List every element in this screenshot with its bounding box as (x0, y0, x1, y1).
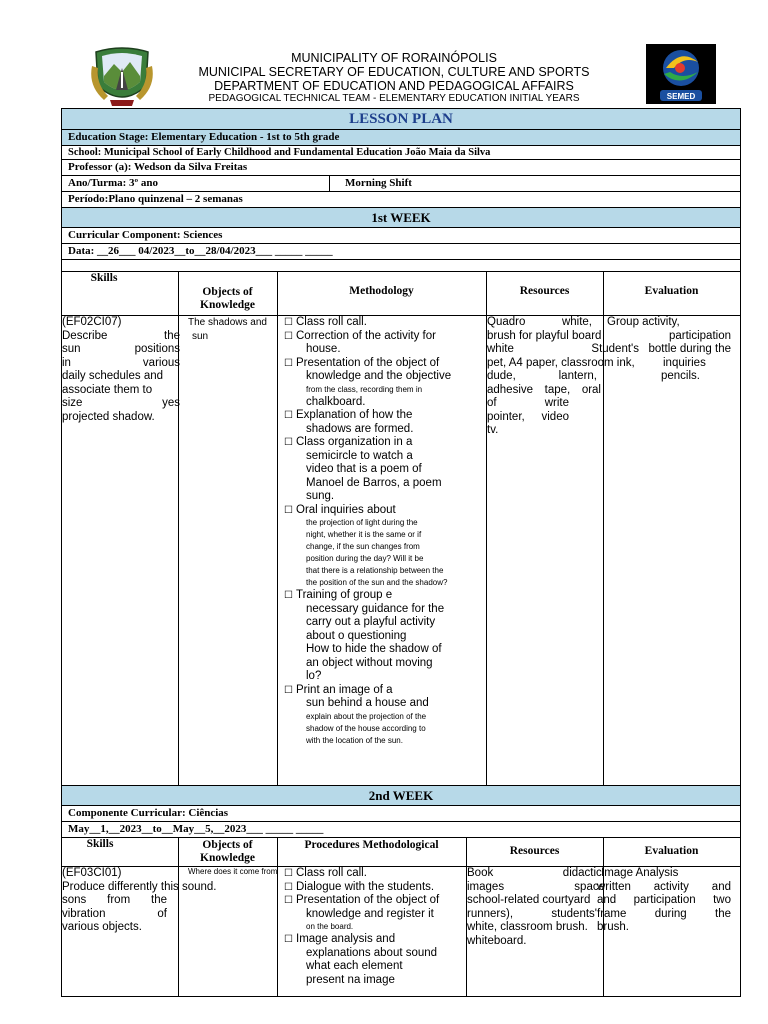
methodology-continuation: house. (306, 343, 341, 355)
week1-dates: Data: __26___ 04/2023__to__28/04/2023___ _____ _____ (62, 244, 740, 260)
class-year: Ano/Turma: 3º ano (68, 177, 159, 189)
resource-line: whiteboard. (467, 934, 527, 947)
col-skills: Skills (90, 272, 118, 284)
col-resources: Resources (509, 845, 560, 857)
evaluation-line: written activity and (597, 880, 731, 893)
header-department: DEPARTMENT OF EDUCATION AND PEDAGOGICAL AFFAIRS (214, 79, 574, 93)
methodology-item (278, 409, 479, 423)
methodology-item (278, 933, 457, 947)
object-line: The shadows and (188, 317, 267, 328)
checkbox-bullet-icon: ☐ (284, 357, 293, 369)
methodology-continuation: Manoel de Barros, a poem (306, 476, 442, 489)
week1-body-row (62, 316, 740, 786)
professor-name: Professor (a): Wedson da Silva Freitas (62, 160, 740, 176)
checkbox-bullet-icon: ☐ (284, 895, 293, 906)
skill-line: vibration of (62, 907, 167, 920)
week2-procedures-cell (278, 867, 465, 996)
methodology-text: Presentation of the object of (296, 356, 440, 369)
methodology-continuation: the projection of light during the (306, 518, 418, 527)
methodology-text: Oral inquiries about (296, 503, 396, 516)
week1-objects-cell (188, 316, 280, 785)
skill-line: sons from the (62, 894, 167, 906)
header-secretary: MUNICIPAL SECRETARY OF EDUCATION, CULTURE AND SPORTS (198, 65, 590, 79)
methodology-text: Dialogue with the students. (296, 880, 435, 893)
skill-line: associate them to (62, 383, 153, 396)
week2-objects-cell (188, 867, 284, 996)
methodology-continuation: semicircle to watch a (306, 449, 413, 462)
methodology-text: Image analysis and (296, 933, 396, 945)
methodology-continuation: explanations about sound (306, 946, 438, 959)
col-objects: Objects of Knowledge (200, 286, 255, 311)
resource-line: school-related courtyard (467, 894, 591, 906)
skill-line: size yes (62, 397, 180, 409)
methodology-text: Presentation of the object of (296, 894, 440, 906)
methodology-continuation: present na image (306, 973, 395, 986)
evaluation-line: pencils. (661, 370, 700, 382)
methodology-continuation: lo? (306, 670, 322, 682)
methodology-continuation: position during the day? Will it be (306, 554, 424, 563)
skill-line: in various (62, 356, 180, 369)
methodology-continuation: shadows are formed. (306, 422, 414, 435)
methodology-continuation: How to hide the shadow of (306, 643, 442, 655)
class-shift-row (62, 176, 740, 192)
week2-component: Componente Curricular: Ciências (62, 806, 740, 822)
week1-header-row (62, 272, 740, 316)
resource-line: of write (487, 397, 569, 409)
evaluation-line: participation (668, 329, 731, 342)
checkbox-bullet-icon: ☐ (284, 504, 293, 516)
object-line: Where does it come from (188, 867, 278, 876)
week2-skill-code: (EF03CI01) (62, 867, 122, 879)
skill-line: various objects. (62, 921, 142, 933)
resource-line: tv. (487, 424, 499, 436)
methodology-continuation: knowledge and register it (306, 907, 434, 920)
methodology-continuation: explain about the projection of the (306, 711, 427, 721)
evaluation-line: brush. (597, 921, 629, 933)
header-team: PEDAGOGICAL TECHNICAL TEAM - ELEMENTARY EDUCATION INITIAL YEARS (208, 93, 580, 104)
methodology-continuation: shadow of the house according to (306, 723, 426, 733)
methodology-continuation: about o questioning (306, 629, 407, 642)
resource-line: adhesive tape, oral (487, 383, 601, 396)
evaluation-line: Group activity, (607, 316, 680, 328)
document-header (0, 0, 768, 108)
evaluation-line: bottle during the (648, 343, 731, 355)
semed-logo-text: SEMED (666, 92, 696, 101)
methodology-item (278, 881, 457, 895)
week1-methodology-cell (278, 316, 485, 785)
methodology-text: Print an image of a (296, 683, 393, 696)
col-skills: Skills (86, 838, 114, 850)
header-municipality: MUNICIPALITY OF RORAINÓPOLIS (291, 51, 497, 65)
methodology-continuation: sun behind a house and (306, 697, 429, 709)
checkbox-bullet-icon: ☐ (284, 934, 293, 945)
resource-line: brush for playful board (487, 329, 602, 342)
checkbox-bullet-icon: ☐ (284, 437, 293, 448)
methodology-continuation: the position of the sun and the shadow? (306, 578, 448, 587)
skill-line: sun positions (62, 343, 180, 355)
methodology-item (278, 504, 479, 518)
resource-line: runners), students' (467, 907, 597, 920)
week1-label: 1st WEEK (62, 208, 740, 228)
checkbox-bullet-icon: ☐ (284, 881, 293, 893)
period: Período:Plano quinzenal – 2 semanas (62, 192, 740, 208)
resource-line: white, classroom brush. (467, 921, 588, 933)
methodology-continuation: night, whether it is the same or if (306, 530, 422, 539)
methodology-text: Training of group e (296, 589, 393, 601)
resource-line: Quadro white, (487, 316, 592, 328)
methodology-continuation: from the class, recording them in (306, 384, 423, 394)
resource-line: pet, A4 paper, classroom ink, (487, 356, 635, 369)
methodology-continuation: change, if the sun changes from (306, 542, 420, 551)
methodology-item (278, 357, 479, 371)
evaluation-line: Image Analysis (601, 867, 679, 879)
checkbox-bullet-icon: ☐ (284, 317, 293, 328)
spacer-row (62, 260, 740, 272)
methodology-text: Class organization in a (296, 436, 413, 448)
resource-line: images space (467, 880, 605, 893)
methodology-continuation: on the board. (306, 922, 354, 931)
methodology-item (278, 330, 479, 344)
checkbox-bullet-icon: ☐ (284, 590, 293, 601)
methodology-text: Class roll call. (296, 867, 367, 879)
skill-line: projected shadow. (62, 410, 155, 423)
lesson-plan-table (61, 108, 741, 997)
col-procedures: Procedures Methodological (304, 839, 439, 851)
col-evaluation: Evaluation (644, 285, 699, 297)
skill-line: daily schedules and (62, 370, 164, 382)
methodology-continuation: sung. (306, 490, 335, 502)
week2-header-row (62, 838, 740, 867)
education-stage: Education Stage: Elementary Education - 1st to 5th grade (62, 130, 740, 146)
week1-component: Curricular Component: Sciences (62, 228, 740, 244)
week1-skill-code: (EF02CI07) (62, 316, 122, 328)
col-evaluation: Evaluation (644, 845, 699, 857)
methodology-item (278, 894, 457, 908)
semed-logo (646, 44, 716, 104)
methodology-continuation: carry out a playful activity (306, 616, 436, 628)
methodology-continuation: video that is a poem of (306, 463, 422, 475)
methodology-text: Explanation of how the (296, 409, 413, 421)
resource-line: pointer, video (487, 410, 569, 423)
methodology-continuation: that there is a relationship between the (306, 566, 444, 575)
object-line: sun (192, 331, 209, 342)
shift: Morning Shift (345, 177, 412, 189)
skill-line: Describe the (62, 329, 180, 342)
week2-body-row (62, 867, 740, 997)
resource-line: white Student's (487, 343, 639, 355)
semed-emblem-icon (646, 44, 716, 104)
evaluation-line: and participation two (597, 894, 731, 906)
col-methodology: Methodology (349, 285, 414, 297)
methodology-continuation: with the location of the sun. (306, 735, 403, 745)
methodology-item (278, 867, 457, 881)
methodology-item (278, 684, 479, 698)
methodology-text: Class roll call. (296, 316, 367, 328)
week2-resources-cell (467, 867, 617, 996)
methodology-continuation: necessary guidance for the (306, 602, 445, 615)
checkbox-bullet-icon: ☐ (284, 868, 293, 879)
week1-evaluation-cell (597, 316, 731, 785)
methodology-item (278, 316, 479, 330)
methodology-continuation: what each element (306, 960, 403, 972)
lesson-plan-title: LESSON PLAN (62, 109, 740, 130)
methodology-continuation: chalkboard. (306, 395, 366, 408)
methodology-continuation: an object without moving (306, 656, 433, 669)
resource-line: dude, lantern, (487, 370, 597, 382)
skill-line: Produce differently this sound. (62, 880, 217, 893)
week2-label: 2nd WEEK (62, 786, 740, 806)
school-name: School: Municipal School of Early Childhood and Fundamental Education João Maia da Silva (62, 146, 740, 160)
methodology-text: Correction of the activity for (296, 329, 436, 342)
week2-dates: May__1,__2023__to__May__5,__2023___ _____ _____ (62, 822, 740, 838)
checkbox-bullet-icon: ☐ (284, 410, 293, 421)
methodology-continuation: knowledge and the objective (306, 370, 452, 382)
evaluation-line: frame during the (597, 907, 731, 920)
week1-skills-cell (62, 316, 180, 785)
evaluation-line: inquiries (663, 356, 706, 369)
checkbox-bullet-icon: ☐ (284, 684, 293, 696)
checkbox-bullet-icon: ☐ (284, 330, 293, 342)
week2-evaluation-cell (597, 867, 731, 996)
methodology-item (278, 589, 479, 603)
col-objects: Objects of Knowledge (200, 839, 255, 864)
resource-line: Book didactic, (467, 867, 605, 879)
col-resources: Resources (519, 285, 570, 297)
methodology-item (278, 436, 479, 450)
